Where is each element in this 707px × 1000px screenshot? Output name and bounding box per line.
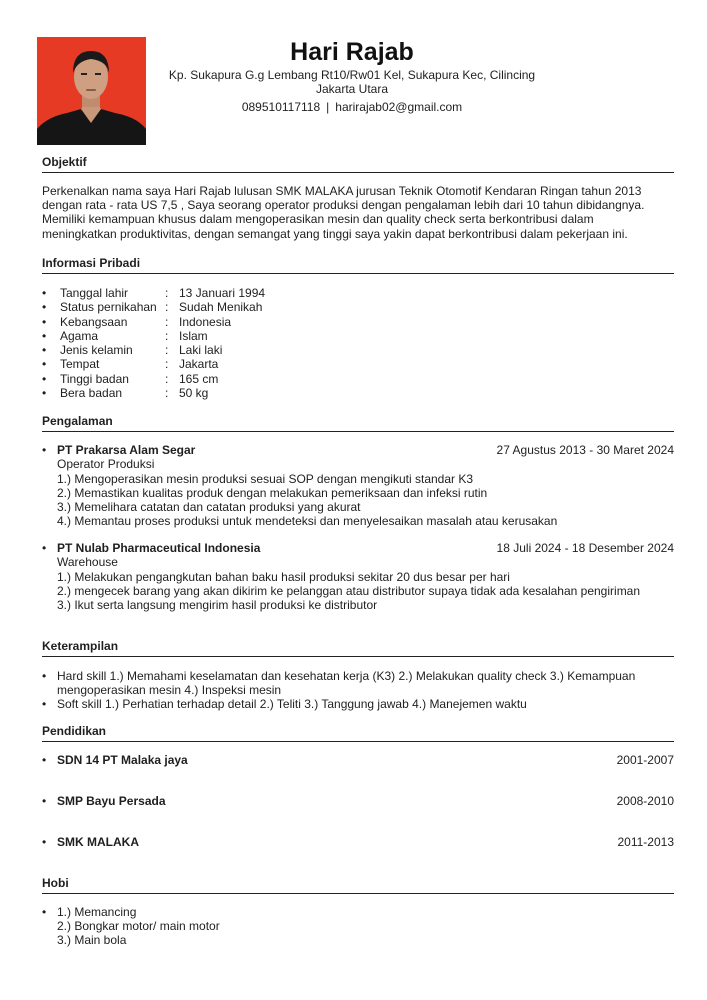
email-address[interactable]: harirajab02@gmail.com — [335, 100, 463, 114]
hobby-item: 2.) Bongkar motor/ main motor — [57, 919, 220, 934]
soft-skill-line: Soft skill 1.) Perhatian terhadap detail 2.) Teliti 3.) Tanggung jawab 4.) Manejemen waktu — [57, 697, 527, 712]
address-line-1: Kp. Sukapura G.g Lembang Rt10/Rw01 Kel, Sukapura Kec, Cilincing — [168, 68, 536, 82]
education-item — [42, 753, 674, 767]
address — [160, 68, 544, 96]
objective-line: meningkatkan produktivitas, dengan semangat yang tinggi saya yakin dapat berkontribusi dalam pekerjaan ini. — [42, 226, 628, 241]
hard-skill-line-1: Hard skill 1.) Memahami keselamatan dan kesehatan kerja (K3) 2.) Melakukan quality check 3.) Kemampuan — [57, 669, 636, 683]
resume-header — [160, 36, 544, 114]
job-task: 2.) mengecek barang yang akan dikirim ke pelanggan atau distributor supaya tidak ada kesalahan pengiriman — [57, 583, 641, 598]
job-dates: 18 Juli 2024 - 18 Desember 2024 — [496, 541, 674, 555]
hobby-item: 3.) Main bola — [57, 933, 127, 948]
job-entry — [42, 443, 674, 529]
personal-info-list — [42, 286, 674, 400]
personal-info — [42, 286, 674, 400]
education-school: SDN 14 PT Malaka jaya — [57, 753, 188, 767]
bullet-icon — [42, 300, 60, 314]
job-task: 3.) Ikut serta langsung mengirim hasil produksi ke distributor — [57, 598, 378, 613]
info-colon: : — [165, 300, 169, 315]
info-colon: : — [165, 314, 169, 329]
skill-text — [57, 669, 635, 697]
section-title-hobi: Hobi — [42, 876, 674, 894]
bullet-icon — [42, 835, 57, 849]
info-value: Indonesia — [179, 314, 232, 329]
job-header — [42, 443, 674, 457]
education-years: 2011-2013 — [617, 835, 674, 849]
bullet-icon — [42, 443, 57, 457]
job-company: PT Nulab Pharmaceutical Indonesia — [57, 541, 261, 555]
info-label: Tanggal lahir — [60, 286, 129, 300]
job-task: 3.) Memelihara catatan dan catatan produksi yang akurat — [57, 500, 361, 515]
info-colon: : — [165, 371, 169, 386]
section-title-keterampilan: Keterampilan — [42, 639, 674, 657]
hard-skill-line-2: mengoperasikan mesin 4.) Inspeksi mesin — [57, 683, 282, 698]
job-header — [42, 541, 674, 555]
address-line-2: Jakarta Utara — [315, 82, 389, 96]
job-task: 2.) Memastikan kualitas produk dengan melakukan pemeriksaan dan infeksi rutin — [57, 485, 488, 500]
section-title-objektif: Objektif — [42, 155, 674, 173]
bullet-icon — [42, 357, 60, 371]
job-task: 1.) Melakukan pengangkutan bahan baku hasil produksi sekitar 20 dus besar per hari — [57, 569, 510, 584]
hobbies — [42, 905, 674, 948]
education-school: SMP Bayu Persada — [57, 794, 166, 808]
job-title-group — [42, 541, 260, 555]
info-value: Islam — [179, 328, 208, 343]
info-label: Status pernikahan — [60, 300, 157, 315]
info-label: Tinggi badan — [60, 371, 129, 386]
info-colon: : — [165, 286, 169, 300]
job-title-group — [42, 443, 195, 457]
objective-line: Memiliki kemampuan khusus dalam mengoperasikan mesin dan quality check serta berkontribusi dalam — [42, 212, 594, 227]
hobby-list — [42, 905, 674, 948]
info-item — [42, 286, 674, 300]
info-label: Bera badan — [60, 386, 123, 401]
education-item — [42, 794, 674, 808]
job-details — [42, 457, 674, 528]
job-dates: 27 Agustus 2013 - 30 Maret 2024 — [496, 443, 674, 457]
contact-line — [160, 100, 544, 114]
bullet-icon — [42, 329, 60, 343]
info-label: Jenis kelamin — [60, 343, 133, 358]
education-school-group — [42, 835, 139, 849]
skills-list — [42, 669, 674, 712]
info-item — [42, 357, 674, 371]
info-item — [42, 386, 674, 400]
info-label: Kebangsaan — [60, 314, 128, 329]
bullet-icon — [42, 753, 57, 767]
bullet-icon — [42, 697, 57, 711]
info-value: Laki laki — [179, 343, 223, 358]
bullet-icon — [42, 343, 60, 357]
job-company: PT Prakarsa Alam Segar — [57, 443, 196, 457]
info-value: Sudah Menikah — [179, 300, 263, 315]
section-title-pengalaman: Pengalaman — [42, 414, 674, 432]
info-item — [42, 329, 674, 343]
bullet-icon — [42, 669, 57, 697]
phone-number: 089510117118 — [241, 100, 321, 114]
hobby-items — [57, 905, 220, 948]
bullet-icon — [42, 794, 57, 808]
job-role: Operator Produksi — [57, 457, 155, 472]
info-label: Agama — [60, 328, 99, 343]
skills — [42, 669, 674, 712]
hobby-item: 1.) Memancing — [57, 905, 137, 919]
candidate-name: Hari Rajab — [290, 38, 414, 66]
skill-item — [42, 697, 674, 711]
info-item — [42, 300, 674, 314]
info-colon: : — [165, 343, 169, 358]
education-years: 2001-2007 — [616, 753, 674, 767]
info-colon: : — [165, 357, 169, 372]
objective-paragraph — [42, 184, 674, 241]
objective-line: dengan rata - rata US 7,5 , Saya seorang operator produksi dengan pengalaman lebih dari 10 tahun dibidangnya. — [42, 198, 645, 213]
bullet-icon — [42, 905, 57, 948]
bullet-icon — [42, 286, 60, 300]
info-item — [42, 343, 674, 357]
info-colon: : — [165, 386, 169, 401]
skill-item — [42, 669, 674, 697]
info-value: 13 Januari 1994 — [179, 286, 266, 300]
section-title-informasi-pribadi: Informasi Pribadi — [42, 256, 674, 274]
info-item — [42, 315, 674, 329]
education-school-group — [42, 794, 166, 808]
contact-separator: | — [326, 100, 330, 114]
info-value: 50 kg — [179, 386, 209, 401]
job-task: 1.) Mengoperasikan mesin produksi sesuai SOP dengan mengikuti standar K3 — [57, 471, 474, 486]
info-item — [42, 372, 674, 386]
education-school-group — [42, 753, 188, 767]
job-entry — [42, 541, 674, 612]
objective-line: Perkenalkan nama saya Hari Rajab lulusan SMK MALAKA jurusan Teknik Otomotif Kendaran Ringan tahun 2013 — [42, 184, 642, 198]
info-label: Tempat — [60, 357, 100, 372]
job-task: 4.) Memantau proses produksi untuk mendeteksi dan menyelesaikan masalah atau kerusakan — [57, 514, 558, 529]
education-item — [42, 835, 674, 849]
section-title-pendidikan: Pendidikan — [42, 724, 674, 742]
bullet-icon — [42, 386, 60, 400]
person-portrait-icon — [37, 37, 146, 145]
education-school: SMK MALAKA — [57, 835, 139, 849]
bullet-icon — [42, 372, 60, 386]
profile-photo — [37, 37, 146, 145]
info-value: Jakarta — [179, 357, 219, 372]
bullet-icon — [42, 315, 60, 329]
info-value: 165 cm — [179, 371, 219, 386]
education-years: 2008-2010 — [616, 794, 674, 808]
job-details — [42, 555, 674, 612]
bullet-icon — [42, 541, 57, 555]
job-role: Warehouse — [57, 555, 118, 570]
info-colon: : — [165, 328, 169, 343]
